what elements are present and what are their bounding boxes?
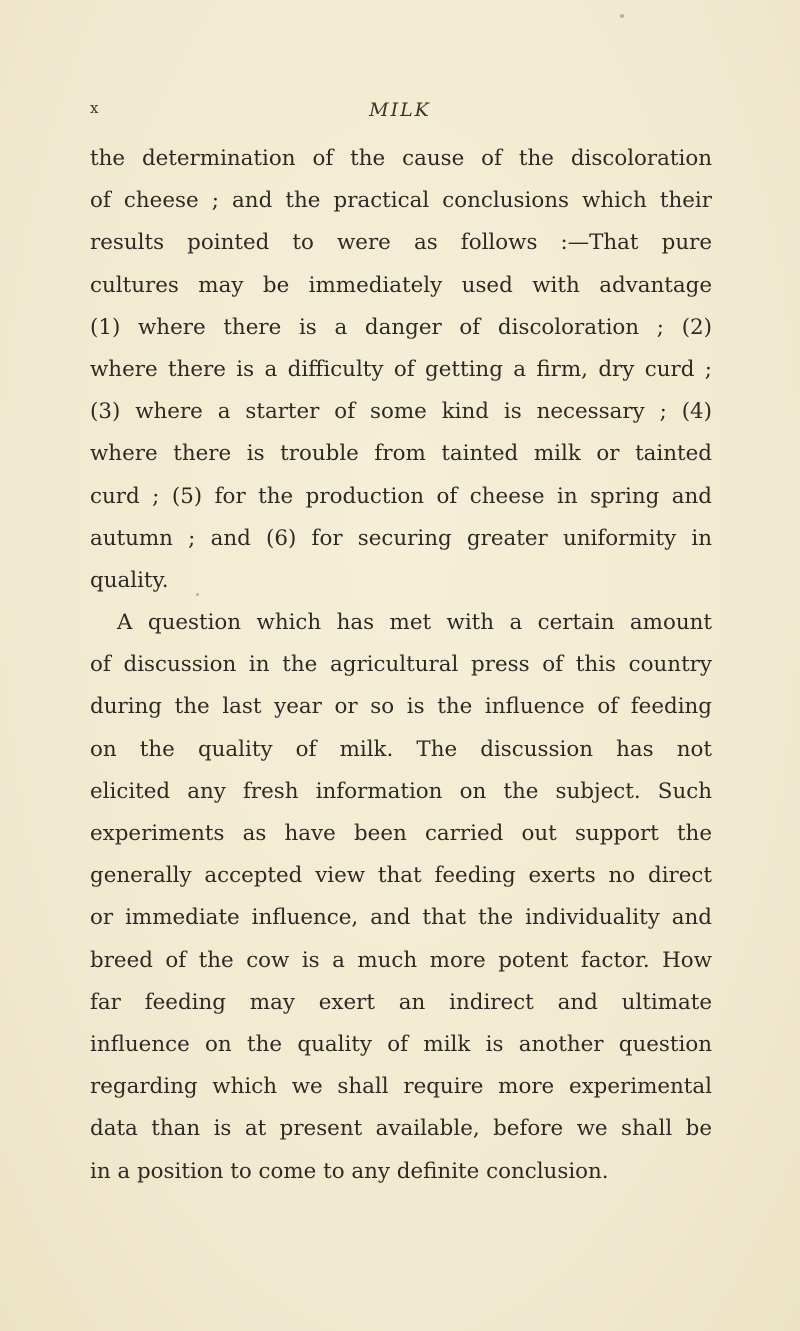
text-line: curd ; (5) for the production of cheese in spring and	[90, 483, 712, 509]
text-line: experiments as have been carried out support the	[90, 821, 712, 846]
text-line: elicited any fresh information on the subject. Such	[90, 778, 712, 804]
text-line: (1) where there is a danger of discoloration ; (2)	[90, 314, 712, 340]
text-line: autumn ; and (6) for securing greater uniformity in	[90, 525, 712, 551]
text-line: quality.	[90, 567, 169, 593]
text-line: the determination of the cause of the discoloration	[90, 146, 712, 171]
body-text	[90, 138, 712, 1193]
text-line: breed of the cow is a much more potent factor. How	[90, 947, 712, 973]
text-line: regarding which we shall require more experimental	[90, 1074, 712, 1100]
text-line: generally accepted view that feeding exerts no direct	[90, 863, 712, 889]
text-line: cultures may be immediately used with advantage	[90, 272, 712, 298]
text-line: results pointed to were as follows :—That pure	[90, 230, 712, 256]
page-header	[90, 99, 710, 125]
running-title: MILK	[369, 99, 431, 121]
text-line: influence on the quality of milk is another question	[90, 1031, 712, 1057]
text-line: of cheese ; and the practical conclusions which their	[90, 188, 712, 214]
text-line: data than is at present available, before we shall be	[90, 1116, 712, 1142]
text-line: of discussion in the agricultural press of this country	[90, 652, 712, 678]
text-line: where there is trouble from tainted milk or tainted	[90, 441, 712, 467]
text-line: A question which has met with a certain amount	[117, 610, 712, 636]
text-line: where there is a difficulty of getting a firm, dry curd ;	[90, 356, 712, 382]
text-line: during the last year or so is the influence of feeding	[90, 694, 712, 720]
text-line: (3) where a starter of some kind is necessary ; (4)	[90, 399, 712, 425]
paragraph-1	[90, 138, 712, 602]
text-line: in a position to come to any definite conclusion.	[90, 1158, 609, 1184]
page-number: x	[90, 99, 100, 117]
text-line: on the quality of milk. The discussion has not	[90, 736, 712, 762]
paragraph-2	[90, 602, 712, 1193]
text-line: far feeding may exert an indirect and ultimate	[90, 989, 712, 1015]
text-line: or immediate influence, and that the individuality and	[90, 905, 712, 931]
paper-speck	[620, 14, 624, 18]
